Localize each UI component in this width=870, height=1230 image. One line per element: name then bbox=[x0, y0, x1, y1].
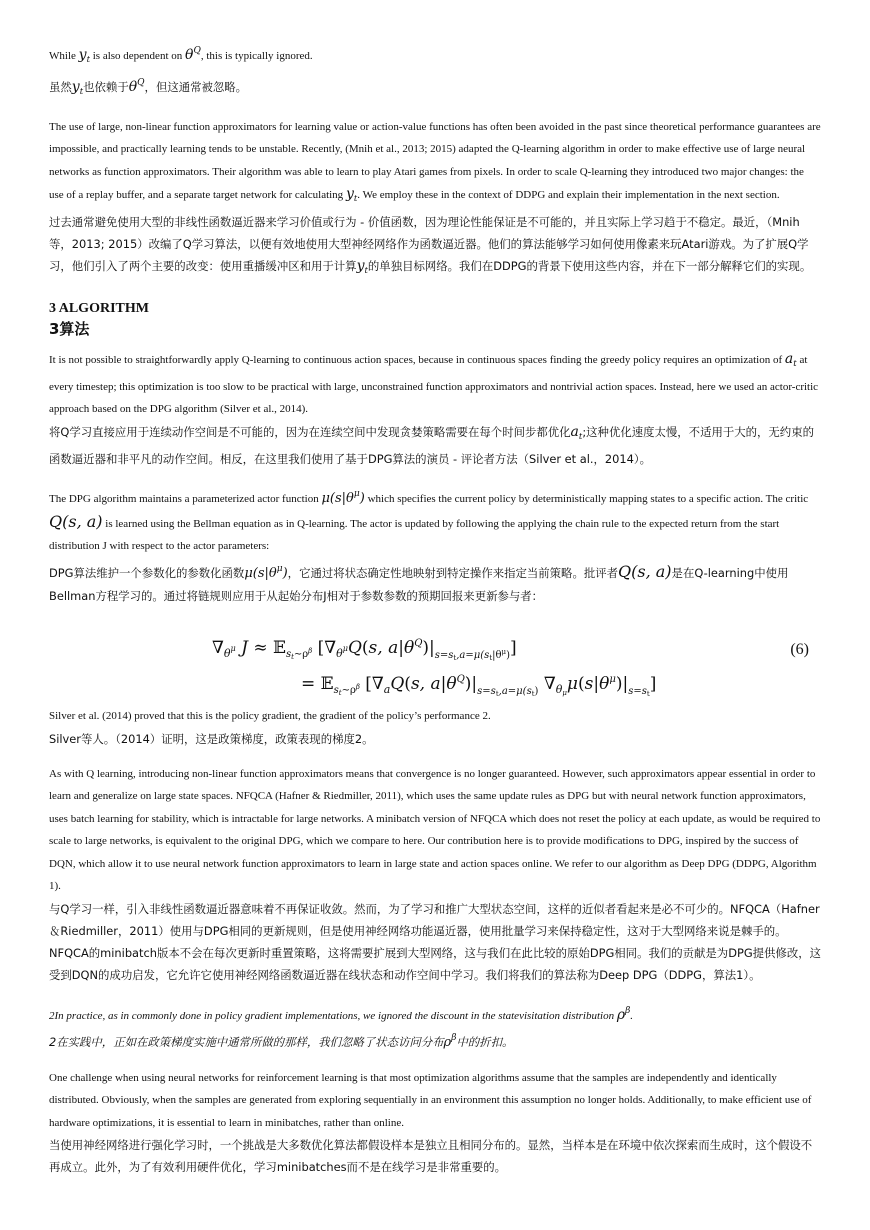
math-rho-beta: $\rho^\beta$ bbox=[616, 1005, 631, 1023]
math-mu: $\mu(s|\theta^\mu)$ bbox=[244, 563, 288, 581]
text: , this is typically ignored. bbox=[200, 50, 313, 62]
paragraph-6-zh: 当使用神经网络进行强化学习时，一个挑战是大多数优化算法都假设样本是独立且相同分布的。显然，当样本是在环境中依次探索而生成时，这个假设不再成立。此外，为了有效利用硬件优化，学习minibatches而不是在线学习是非常重要的。 bbox=[49, 1138, 813, 1175]
section-heading-zh: 3算法 bbox=[49, 320, 90, 339]
paragraph-4-en: Silver et al. (2014) proved that this is the policy gradient, the gradient of the policy’s performance 2. bbox=[49, 710, 491, 723]
math-theta-q: $\theta^Q$ bbox=[185, 46, 201, 63]
math-q-sa: Q(s, a) bbox=[618, 561, 672, 581]
paragraph-5-zh: 与Q学习一样，引入非线性函数逼近器意味着不再保证收敛。然而，为了学习和推广大型状态空间，这样的近似者看起来是必不可少的。NFQCA（Hafner＆Riedmiller，2011）使用与DPG相同的更新规则，但是使用神经网络功能逼近器，使用批量学习来保持稳定性，这对于大型网络来说是棘手的。NFQCA的minibatch版本不会在每次更新时重置策略，这将需要扩展到大型网络，这与我们在此比较的原始DPG相同。我们的贡献是为DPG提供修改，这受到DQN的成功启发，它允许它使用神经网络函数逼近器在线状态和动作空间中学习。我们将我们的算法称为Deep DPG（DDPG，算法1）。 bbox=[49, 901, 822, 983]
equation-number: (6) bbox=[790, 641, 809, 659]
math-q-sa: Q(s, a) bbox=[49, 511, 103, 531]
paragraph-4-zh: Silver等人。（2014）证明，这是政策梯度，政策表现的梯度2。 bbox=[49, 731, 374, 746]
text: is also dependent on bbox=[89, 50, 185, 62]
math-mu: $\mu(s|\theta^\mu)$ bbox=[321, 489, 365, 507]
paragraph-5-en: As with Q learning, introducing non-linear function approximators means that convergence is no longer guaranteed. However, such approximators appear essential in order to learn and generalize on large state spaces. NFQCA (Hafner & Riedmiller, 2011), which uses the same update rules as DPG but with neural network function approximators, uses batch learning for stability, which is intractable for large networks. A minibatch version of NFQCA which does not reset the policy at each update, as would be required to scale to large networks, is equivalent to the original DPG, which we compare to here. Our contribution here is to provide modifications to DPG, inspired by the success of DQN, which allow it to use neural network function approximators to learn in large state and action spaces online. We refer to our algorithm as Deep DPG (DDPG, Algorithm 1). bbox=[49, 767, 821, 893]
footnote-en: 2In practice, as in commonly done in policy gradient implementations, we ignored the discount in the statevisitation distribution $\rho^\beta$. bbox=[49, 1005, 634, 1023]
paragraph-6-en: One challenge when using neural networks for reinforcement learning is that most optimization algorithms assume that the samples are independently and identically distributed. Obviously, when the samples are generated from exploring sequentially in an environment this assumption no longer holds. Additionally, to make efficient use of hardware optimizations, it is essential to learn in minibatches, rather than online. bbox=[49, 1071, 812, 1129]
footnote-zh: 2在实践中，正如在政策梯度实施中通常所做的那样，我们忽略了状态访问分布$\rho^\beta$中的折扣。 bbox=[49, 1032, 514, 1050]
section-heading-en: 3 ALGORITHM bbox=[49, 301, 149, 317]
paragraph-3-en: The DPG algorithm maintains a parameterized actor function $\mu(s|\theta^\mu)$ which specifies the current policy by deterministically mapping states to a specific action. The critic Q(s, a) is learned using the Bellman equation as in Q-learning. The actor is updated by following the applying the chain rule to the expected return from the start distribution J with respect to the actor parameters: bbox=[49, 489, 809, 553]
equation-graphic bbox=[49, 613, 749, 705]
paragraph-2-en: It is not possible to straightforwardly apply Q-learning to continuous action spaces, because in continuous spaces finding the greedy policy requires an optimization of $a_t$ at every timestep; this optimization is too slow to be practical with large, unconstrained function approximators and nontrivial action spaces. Instead, here we used an actor-critic approach based on the DPG algorithm (Silver et al., 2014). bbox=[49, 351, 819, 416]
svg-text:= 𝔼st∼ρβ [∇aQ(s, a|θQ)|s=st,a: = $𝔼_st\sim\rho^\beta$ [$\nabla_aQ(s$, $a|\theta^Q)|_{s=s}t,a=\mu(st)$ $\nabla_\theta\mu\mu(s|\theta^\mu)|_{s=s}t$] bbox=[301, 674, 657, 699]
paragraph-0-zh: 虽然$y_t$也依赖于$\theta^Q$，但这通常被忽略。 bbox=[49, 77, 248, 97]
math-y-t: $y_t$ bbox=[71, 78, 84, 97]
paragraph-2-zh: 将Q学习直接应用于连续动作空间是不可能的，因为在连续空间中发现贪婪策略需要在每个时间步都优化$a_t$;这种优化速度太慢，不适用于大的，无约束的函数逼近器和非平凡的动作空间。相反，在这里我们使用了基于DPG算法的演员 - 评论者方法（Silver et al.，2014）。 bbox=[49, 423, 814, 467]
text: While bbox=[49, 50, 79, 62]
svg-text:∇θμ J ≈ 𝔼st∼ρβ [∇θμQ(s, a|θQ): $\nabla_\theta^\mu$ $J \approx 𝔼_st\sim\rho^\beta$ [$\nabla_\theta^\mu Q(s$, $a|\theta^Q)|_{s=s}t,a=\mu(st|\theta^\mu_)]$ bbox=[212, 638, 517, 663]
math-theta-q: $\theta^Q$ bbox=[128, 77, 145, 95]
math-y-t: $y_t$ bbox=[78, 47, 90, 65]
math-y-t: $y_t$ bbox=[345, 186, 358, 205]
document-page bbox=[49, 40, 821, 1179]
math-a-t: $a_t$ bbox=[570, 423, 583, 442]
paragraph-0-en bbox=[49, 40, 821, 72]
math-rho-beta: $\rho^\beta$ bbox=[443, 1032, 457, 1050]
paragraph-1-en: The use of large, non-linear function approximators for learning value or action-value functions has often been avoided in the past since theoretical performance guarantees are impossible, and practically learning tends to be unstable. Recently, (Mnih et al., 2013; 2015) adapted the Q-learning algorithm in order to make effective use of large neural networks as function approximators. Their algorithm was able to learn to play Atari games from pixels. In order to scale Q-learning they introduced two major changes: the use of a replay buffer, and a separate target network for calculating $y_t$. We employ these in the context of DDPG and explain their implementation in the next section. bbox=[49, 120, 821, 205]
paragraph-1-zh: 过去通常避免使用大型的非线性函数逼近器来学习价值或行为 - 价值函数，因为理论性能保证是不可能的，并且实际上学习趋于不稳定。最近，（Mnih等，2013; 2015）改编了Q学习算法，以便有效地使用大型神经网络作为函数逼近器。他们的算法能够学习如何使用像素来玩Atari游戏。为了扩展Q学习，他们引入了两个主要的改变：使用重播缓冲区和用于计算$y_t$的单独目标网络。我们在DDPG的背景下使用这些内容，并在下一部分解释它们的实现。 bbox=[49, 214, 812, 277]
equation-6 bbox=[49, 613, 821, 705]
math-a-t: $a_t$ bbox=[784, 351, 797, 370]
math-y-t: $y_t$ bbox=[356, 258, 368, 277]
paragraph-3-zh: DPG算法维护一个参数化的参数化函数$\mu(s|\theta^\mu)$，它通过将状态确定性地映射到特定操作来指定当前策略。批评者Q(s, a)是在Q-learning中使用Bellman方程学习的。通过将链规则应用于从起始分布J相对于参数参数的预期回报来更新参与者： bbox=[49, 561, 789, 603]
